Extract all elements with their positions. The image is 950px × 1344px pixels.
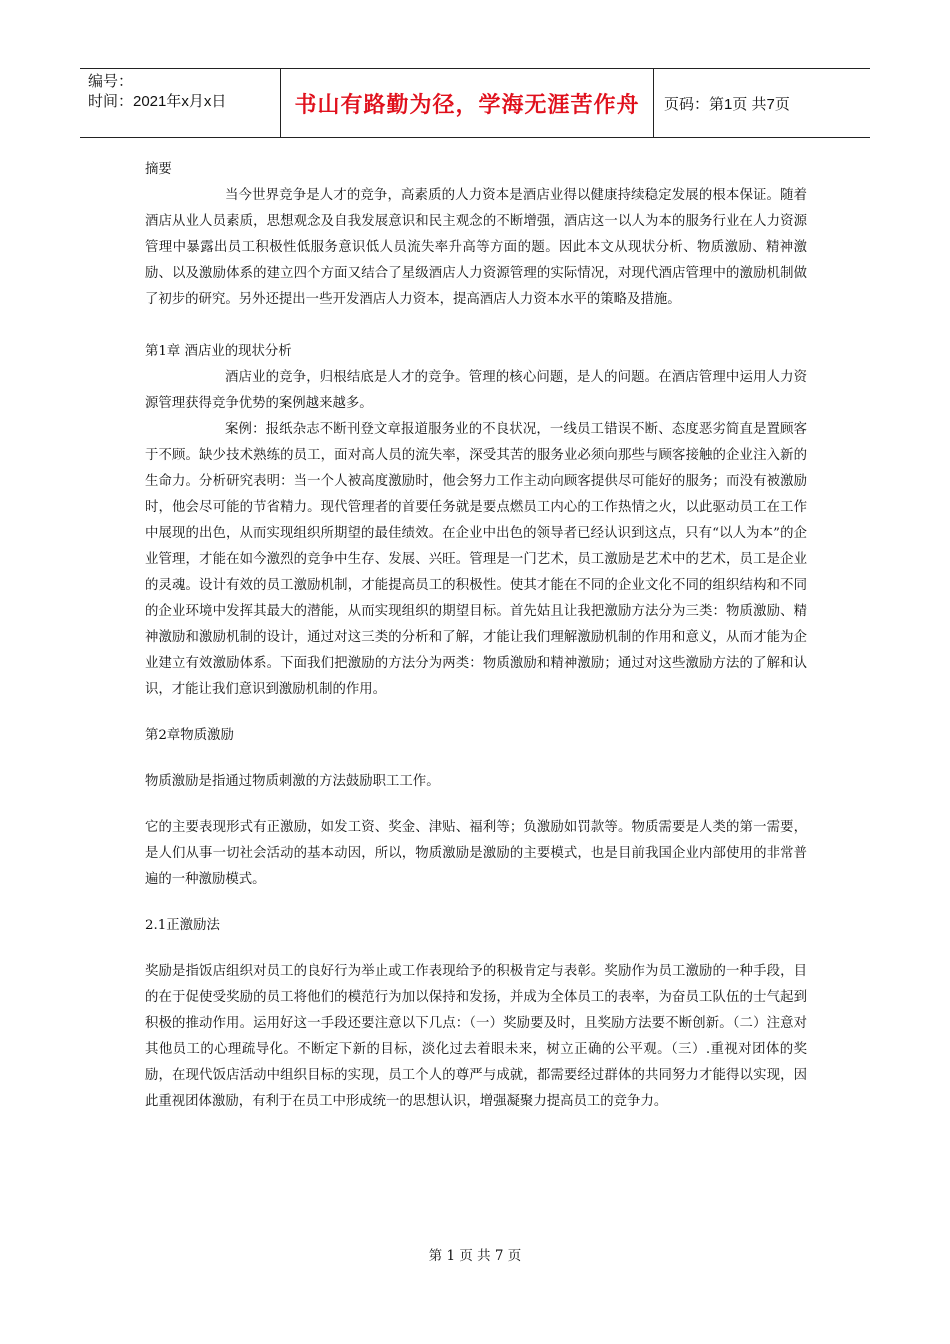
abstract-paragraph: 当今世界竞争是人才的竞争，高素质的人力资本是酒店业得以健康持续稳定发展的根本保证。随着酒店从业人员素质，思想观念及自我发展意识和民主观念的不断增强，酒店这一以人为本的服务行业在人力资源管理中暴露出员工积极性低服务意识低人员流失率升高等方面的题。因此本文从现状分析、物质激励、精神激励、以及激励体系的建立四个方面又结合了星级酒店人力资源管理的实际情况，对现代酒店管理中的激励机制做了初步的研究。另外还提出一些开发酒店人力资本，提高酒店人力资本水平的策略及措施。 (145, 188, 807, 307)
chapter-2-paragraph-1: 物质激励是指通过物质刺激的方法鼓励职工工作。 (145, 774, 440, 789)
header-motto-cell (281, 69, 654, 137)
date-label: 时间：2021年x月x日 (88, 93, 227, 110)
section-2-1-paragraph: 奖励是指饭店组织对员工的良好行为举止或工作表现给予的积极肯定与表彰。奖励作为员工激励的一种手段，目的在于促使受奖励的员工将他们的模范行为加以保持和发扬，并成为全体员工的表率，为奋员工队伍的士气起到积极的推动作用。运用好这一手段还要注意以下几点：（一）奖励要及时，且奖励方法要不断创新。（二）注意对其他员工的心理疏导化。不断定下新的目标，淡化过去着眼未来，树立正确的公平观。（三）.重视对团体的奖励，在现代饭店活动中组织目标的实现，员工个人的尊严与成就，都需要经过群体的共同努力才能得以实现，因此重视团体激励，有利于在员工中形成统一的思想认识，增强凝聚力提高员工的竞争力。 (145, 964, 807, 1109)
chapter-1-paragraph-1: 酒店业的竞争，归根结底是人才的竞争。管理的核心问题，是人的问题。在酒店管理中运用人力资源管理获得竞争优势的案例越来越多。 (145, 370, 807, 411)
document-body (145, 157, 807, 1115)
header-page-cell (654, 69, 870, 137)
motto-text: 书山有路勤为径，学海无涯苦作舟 (294, 91, 640, 117)
chapter-2-heading: 第2章物质激励 (145, 728, 234, 743)
abstract-heading: 摘要 (145, 162, 172, 177)
doc-number-label: 编号： (88, 73, 134, 90)
header-meta (80, 69, 281, 137)
page-header (80, 68, 870, 138)
page-number-label: 页码：第1页 共7页 (664, 95, 790, 113)
footer-page-number: 第 1 页 共 7 页 (428, 1248, 522, 1264)
chapter-2-paragraph-2: 它的主要表现形式有正激励，如发工资、奖金、津贴、福利等；负激励如罚款等。物质需要是人类的第一需要，是人们从事一切社会活动的基本动因，所以，物质激励是激励的主要模式，也是目前我国企业内部使用的非常普遍的一种激励模式。 (145, 820, 807, 887)
page-footer (0, 1244, 950, 1264)
section-2-1-heading: 2.1正激励法 (145, 918, 220, 933)
chapter-1-heading: 第1章 酒店业的现状分析 (145, 344, 292, 359)
chapter-1-paragraph-2: 案例：报纸杂志不断刊登文章报道服务业的不良状况，一线员工错误不断、态度恶劣简直是置顾客于不顾。缺少技术熟练的员工，面对高人员的流失率，深受其苦的服务业必须向那些与顾客接触的企业注入新的生命力。分析研究表明：当一个人被高度激励时，他会努力工作主动向顾客提供尽可能好的服务；而没有被激励时，他会尽可能的节省精力。现代管理者的首要任务就是要点燃员工内心的工作热情之火，以此驱动员工在工作中展现的出色，从而实现组织所期望的最佳绩效。在企业中出色的领导者已经认识到这点，只有“以人为本”的企业管理，才能在如今激烈的竞争中生存、发展、兴旺。管理是一门艺术，员工激励是艺术中的艺术，员工是企业的灵魂。设计有效的员工激励机制，才能提高员工的积极性。使其才能在不同的企业文化不同的组织结构和不同的企业环境中发挥其最大的潜能，从而实现组织的期望目标。首先姑且让我把激励方法分为三类：物质激励、精神激励和激励机制的设计，通过对这三类的分析和了解，才能让我们理解激励机制的作用和意义，从而才能为企业建立有效激励体系。下面我们把激励的方法分为两类：物质激励和精神激励；通过对这些激励方法的了解和认识，才能让我们意识到激励机制的作用。 (145, 422, 807, 697)
